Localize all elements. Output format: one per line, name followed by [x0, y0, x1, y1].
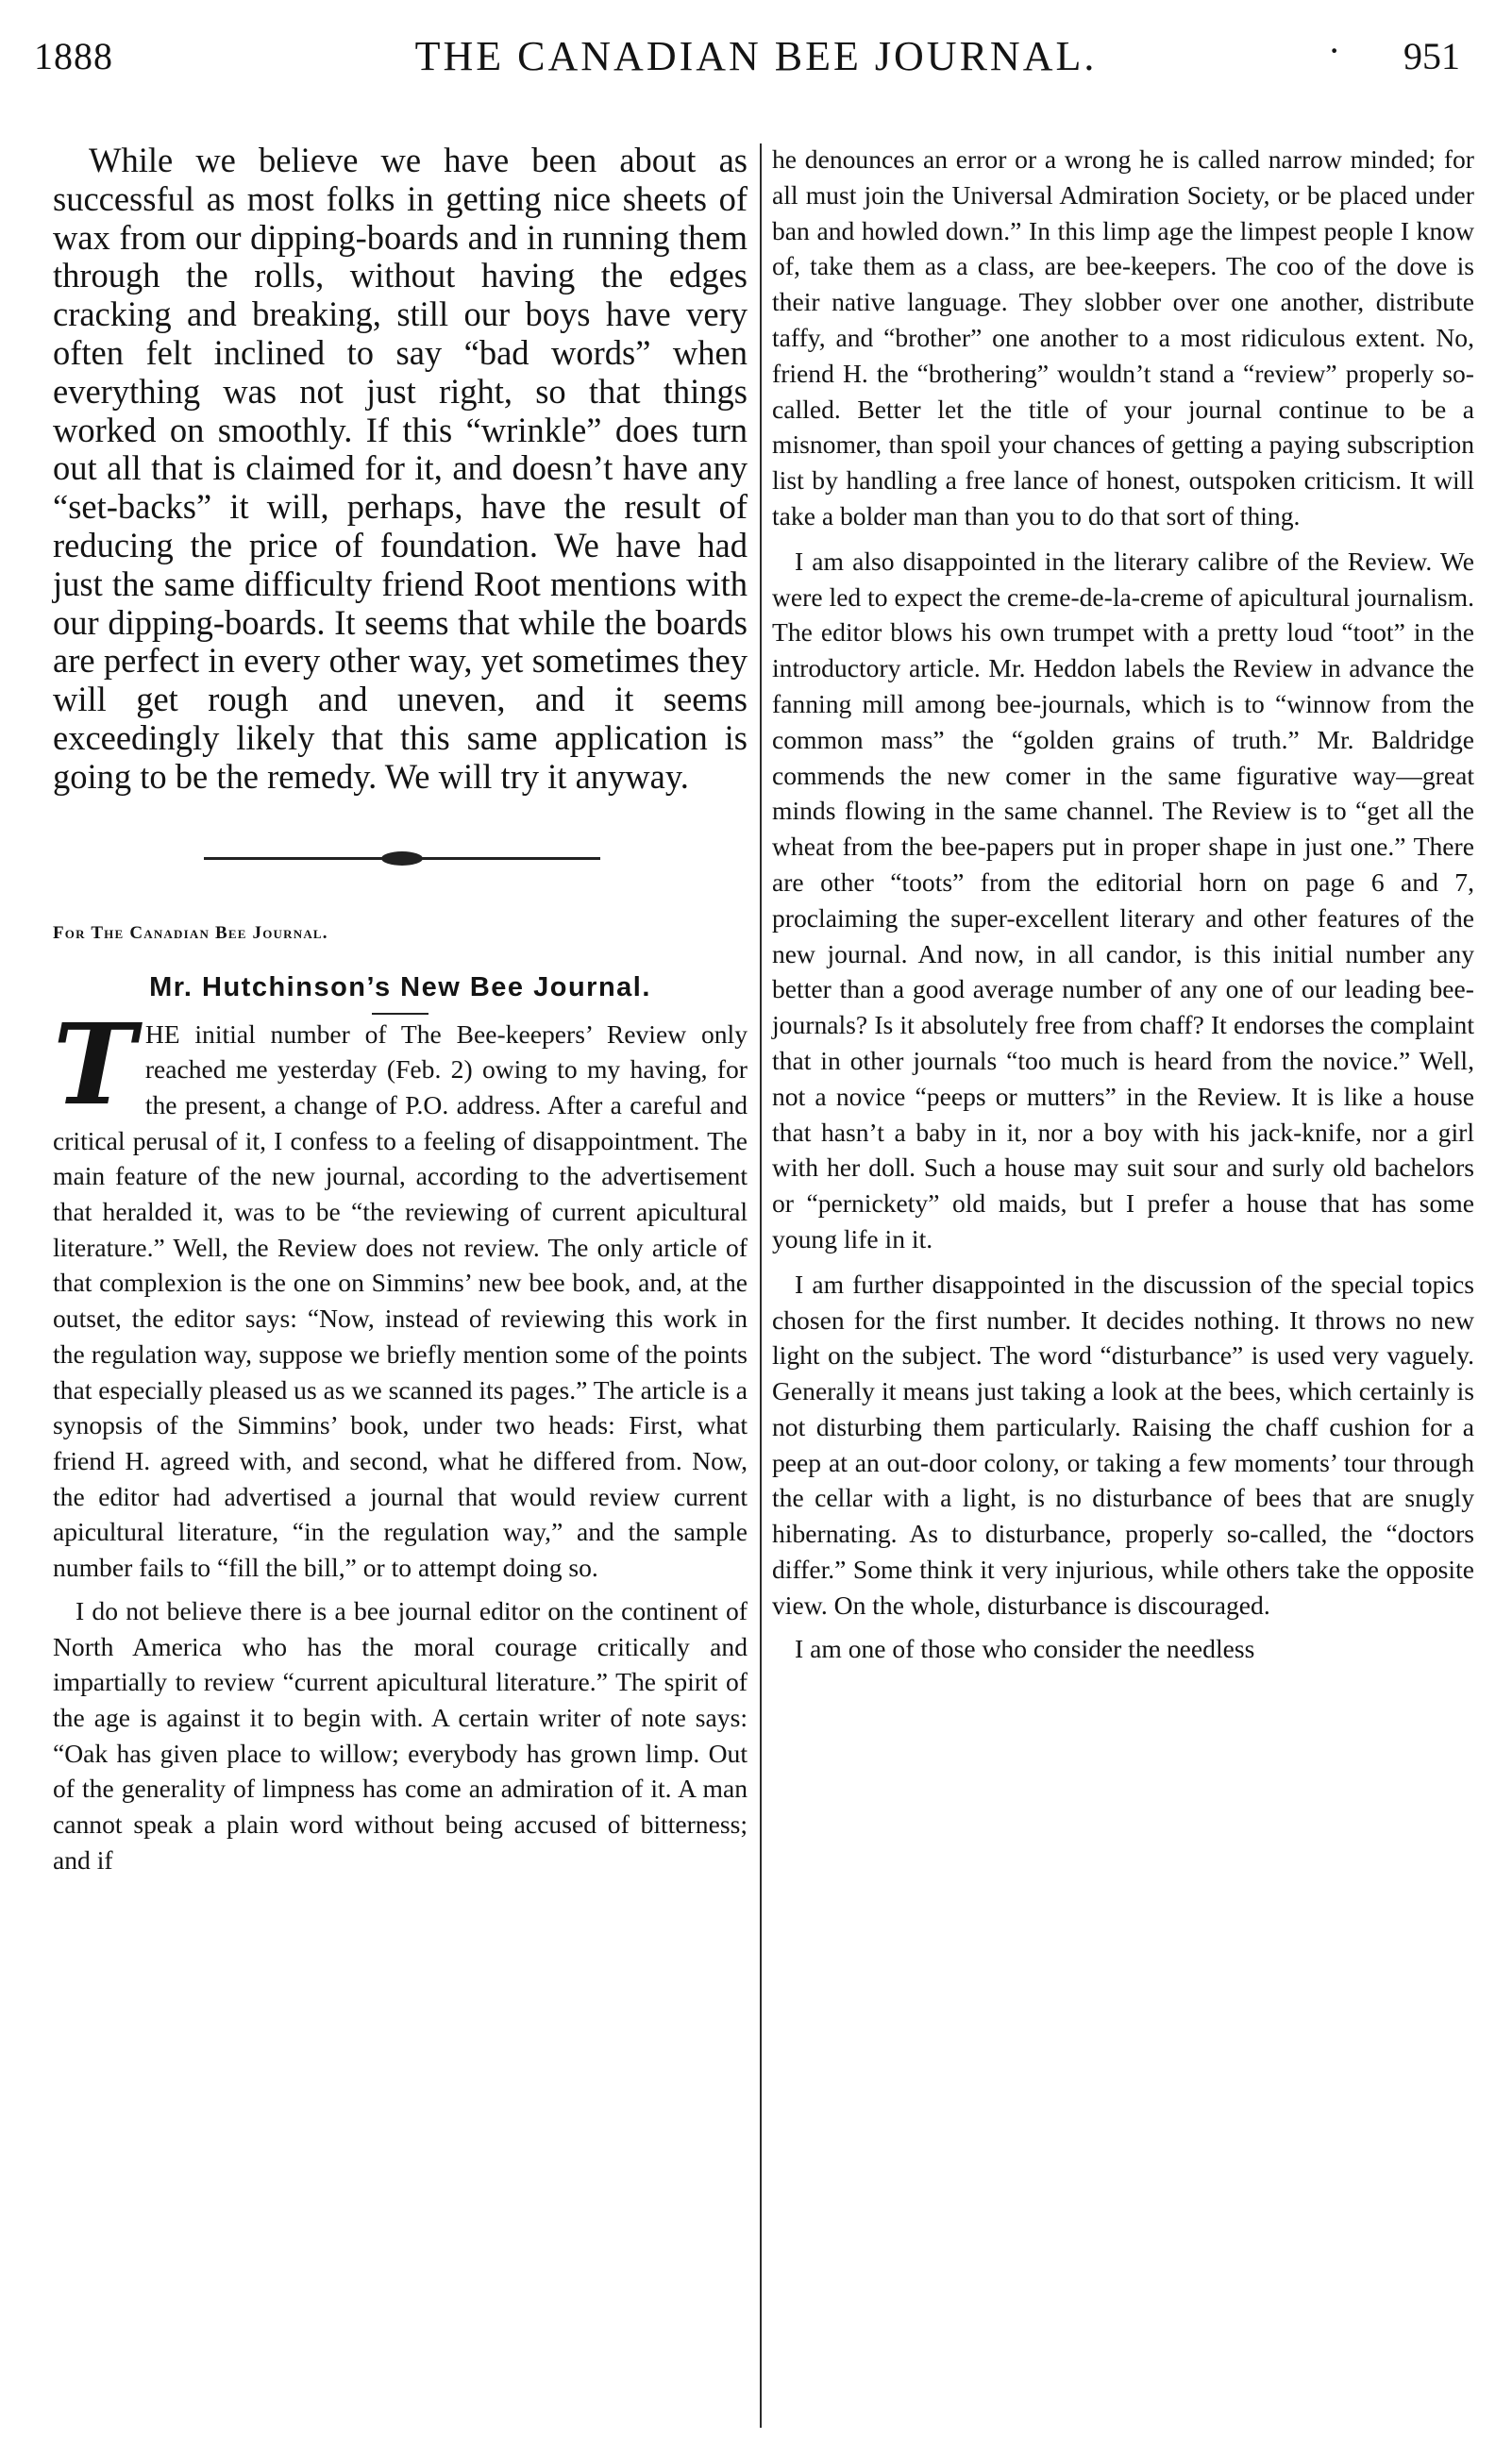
left-column	[53, 142, 748, 1877]
ornamental-rule-center	[381, 851, 423, 866]
article-body-right	[772, 142, 1474, 1666]
header-year: 1888	[34, 35, 113, 77]
article-paragraph	[53, 998, 748, 1586]
editorial-note-paragraph: While we believe we have been about as successful as most folks in getting nice sheets of wax from our dipping-boards and in running them through the rolls, without having the edges cracking and breaking, still our boys have very often felt inclined to say “bad words” when everything was not just right, so that things worked on smoothly. If this “wrinkle” does turn out all that is claimed for it, and doesn’t have any “set-backs” it will, perhaps, have the result of reducing the price of foundation. We have had just the same difficulty friend Root mentions with our dipping-boards. It seems that while the boards are perfect in every other way, yet sometimes they will get rough and uneven, and it seems exceedingly likely that this same application is going to be the remedy. We will try it anyway.	[53, 141, 748, 796]
article-paragraph: I do not believe there is a bee journal editor on the continent of North America who has the moral courage critically and impartially to review “current apicultural literature.” The spirit of the age is against it to begin with. A certain writer of note says: “Oak has given place to willow; everybody has grown limp. Out of the generality of limpness has come an admiration of it. A man cannot speak a plain word without being accused of bitterness; and if	[53, 1595, 748, 1875]
title-rule	[372, 1013, 428, 1015]
ornamental-rule	[204, 848, 600, 868]
article-body-left	[53, 998, 748, 1878]
article-paragraph: I am one of those who consider the needless	[795, 1633, 1255, 1663]
article-title: Mr. Hutchinson’s New Bee Journal.	[149, 971, 651, 1002]
article-byline: For The Canadian Bee Journal.	[53, 922, 328, 943]
running-header	[0, 0, 1512, 104]
journal-title: THE CANADIAN BEE JOURNAL.	[414, 33, 1098, 79]
drop-cap: T	[53, 998, 136, 1130]
header-dot: ·	[1328, 29, 1341, 72]
page-number: 951	[1403, 35, 1460, 77]
right-column	[772, 142, 1474, 1666]
article-paragraph: I am further disappointed in the discussion of the special topics chosen for the first number. It decides nothing. It throws no new light on the subject. The word “disturbance” is used very vaguely. Generally it means just taking a look at the bees, which certainly is not disturbing them particularly. Raising the chaff cushion for a peep at an out-door colony, or taking a few moments’ tour through the cellar with a light, is no disturbance of bees that are snugly hibernating. As to disturbance, properly so-called, the “doctors differ.” Some think it very injurious, while others take the opposite view. On the whole, disturbance is discouraged.	[772, 1269, 1474, 1620]
article-paragraph-text: HE initial number of The Bee-keepers’ Review only reached me yesterday (Feb. 2) owing to my having, for the present, a change of P.O. address. After a careful and critical perusal of it, I confess to a feeling of disappointment. The main feature of the new journal, according to the advertisement that heralded it, was to be “the reviewing of current apicultural literature.” Well, the Review does not review. The only article of that complexion is the one on Simmins’ new bee book, and, at the outset, the editor says: “Now, instead of reviewing this work in the regulation way, suppose we briefly mention some of the points that especially pleased us as we scanned its pages.” The article is a synopsis of the Simmins’ book, under two heads: First, what friend H. agreed with, and second, what he differed from. Now, the editor had advertised a journal that would review current apicultural literature, “in the regulation way,” and the sample number fails to “fill the bill,” or to attempt doing so.	[53, 1018, 748, 1583]
article-paragraph: he denounces an error or a wrong he is called narrow minded; for all must join the Universal Admiration Society, or be placed under ban and howled down.” In this limp age the limpest people I know of, take them as a class, are bee-keepers. The coo of the dove is their native language. They slobber over one another, distribute taffy, and “brother” one another to a most ridiculous extent. No, friend H. the “brothering” wouldn’t stand a “review” properly so-called. Better let the title of your journal continue to be a misnomer, than spoil your chances of getting a paying subscription list by handling a free lance of honest, outspoken criticism. It will take a bolder man than you to do that sort of thing.	[772, 144, 1474, 530]
article-paragraph: I am also disappointed in the literary calibre of the Review. We were led to expect the creme-de-la-creme of apicultural journalism. The editor blows his own trumpet with a pretty loud “toot” in the introductory article. Mr. Heddon labels the Review in advance the fanning mill among bee-journals, which is to “winnow from the common mass” the “golden grains of truth.” Mr. Baldridge commends the new comer in the same figurative way—great minds flowing in the same channel. The Review is to “get all the wheat from the bee-papers put in proper shape in just one.” There are other “toots” from the editorial horn on page 6 and 7, proclaiming the super-excellent literary and other features of the new journal. And now, in all candor, is this initial number any better than a good average number of any one of our leading bee-journals? Is it absolutely free from chaff? It endorses the complaint that in other journals “too much is heard from the novice.” Well, not a novice “peeps or mutters” in the Review. It is like a house that hasn’t a baby in it, nor a boy with his jack-knife, nor a girl with her doll. Such a house may suit sour and surly old bachelors or “pernickety” old maids, but I prefer a house that has some young life in it.	[772, 546, 1474, 1254]
column-divider	[760, 143, 762, 2428]
